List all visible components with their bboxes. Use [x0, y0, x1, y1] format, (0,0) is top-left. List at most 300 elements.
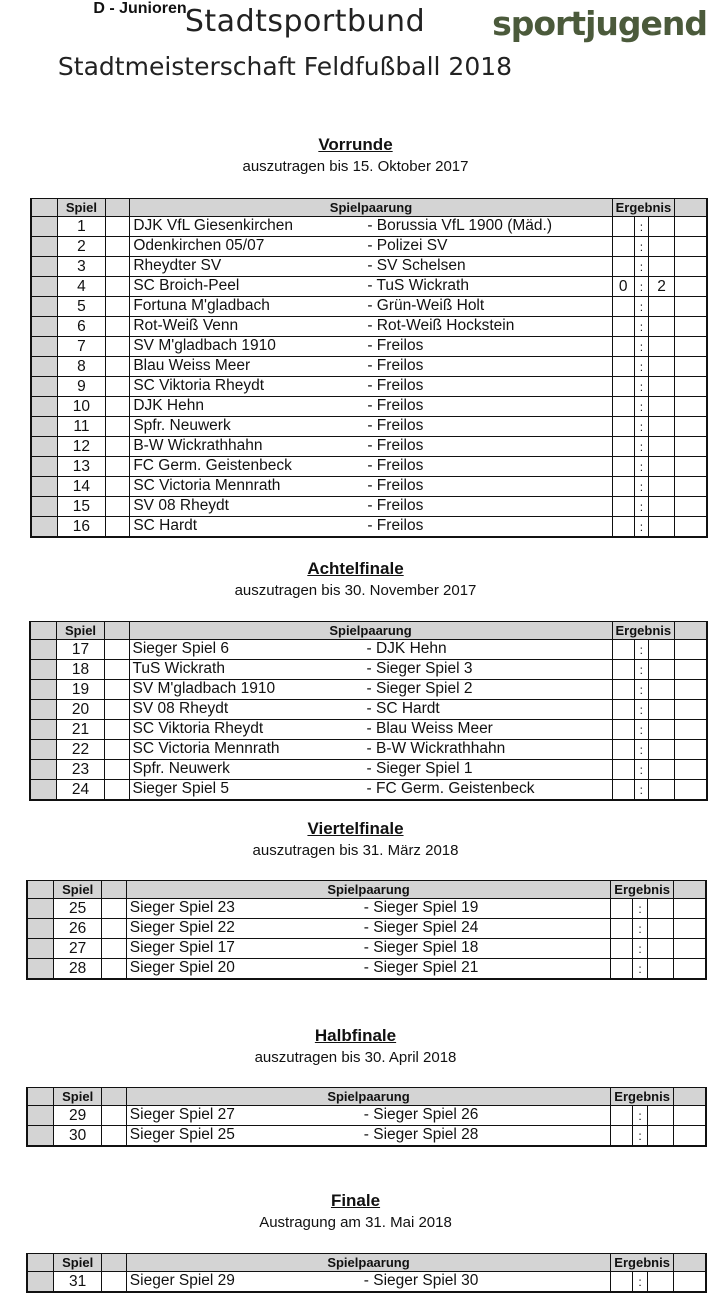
score-separator: : — [634, 517, 648, 538]
score-separator: : — [634, 720, 648, 740]
table-header-row — [31, 199, 707, 217]
row-spacer — [31, 277, 57, 297]
organization-title: Stadtsportbund — [184, 4, 426, 39]
home-team: Odenkirchen 05/07 — [133, 237, 265, 254]
row-spacer — [105, 740, 129, 760]
home-team: Sieger Spiel 5 — [132, 780, 230, 797]
row-spacer — [30, 720, 56, 740]
game-number: 16 — [57, 517, 105, 538]
score-separator: : — [634, 377, 648, 397]
score-separator: : — [634, 237, 648, 257]
home-team: Sieger Spiel 27 — [129, 1106, 235, 1123]
game-number: 12 — [57, 437, 105, 457]
table-row — [31, 277, 707, 297]
table-row — [30, 640, 707, 660]
away-score — [648, 740, 674, 760]
score-separator: : — [633, 919, 647, 939]
row-spacer — [30, 660, 56, 680]
pairing-cell — [130, 237, 612, 257]
away-score — [648, 217, 674, 237]
score-separator: : — [634, 497, 648, 517]
header-spacer — [27, 1254, 53, 1272]
away-team: - Freilos — [367, 477, 424, 494]
game-number: 1 — [57, 217, 105, 237]
home-team: Spfr. Neuwerk — [133, 417, 231, 434]
away-score — [647, 919, 673, 939]
away-team: - B-W Wickrathhahn — [366, 740, 506, 757]
table-row — [31, 497, 707, 517]
home-team: B-W Wickrathhahn — [133, 437, 263, 454]
header-pairing: Spielpaarung — [126, 881, 610, 899]
away-score — [648, 477, 674, 497]
sportjugend-logo: sportjugend — [492, 4, 707, 43]
row-spacer — [674, 899, 706, 919]
away-team: - Freilos — [367, 357, 424, 374]
row-spacer — [674, 1106, 706, 1126]
pairing-cell — [130, 357, 612, 377]
pairing-cell — [129, 740, 612, 760]
row-spacer — [106, 277, 130, 297]
away-team: - FC Germ. Geistenbeck — [366, 780, 535, 797]
home-score — [612, 700, 634, 720]
header-pairing: Spielpaarung — [126, 1254, 610, 1272]
home-score — [612, 417, 634, 437]
row-spacer — [27, 939, 53, 959]
row-spacer — [105, 680, 129, 700]
away-team: - Freilos — [367, 417, 424, 434]
score-separator: : — [634, 297, 648, 317]
home-score — [611, 939, 633, 959]
row-spacer — [105, 640, 129, 660]
home-score — [612, 437, 634, 457]
schedule-table-vorrunde — [30, 198, 708, 538]
row-spacer — [102, 939, 126, 959]
home-team: SV 08 Rheydt — [132, 700, 229, 717]
table-header-row — [30, 622, 707, 640]
home-score — [612, 457, 634, 477]
row-spacer — [31, 417, 57, 437]
pairing-cell — [129, 640, 612, 660]
row-spacer — [30, 680, 56, 700]
away-score — [648, 297, 674, 317]
game-number: 10 — [57, 397, 105, 417]
away-team: - Freilos — [367, 497, 424, 514]
game-number: 7 — [57, 337, 105, 357]
away-team: - Sieger Spiel 21 — [363, 959, 479, 976]
row-spacer — [105, 720, 129, 740]
home-team: SC Victoria Mennrath — [133, 477, 281, 494]
row-spacer — [674, 1272, 706, 1293]
row-spacer — [106, 417, 130, 437]
row-spacer — [675, 760, 707, 780]
pairing-cell — [129, 700, 612, 720]
section-subtitle-finale: Austragung am 31. Mai 2018 — [259, 1214, 452, 1231]
home-score — [612, 740, 634, 760]
header-game: Spiel — [56, 622, 105, 640]
away-score — [648, 517, 674, 538]
table-header-row — [27, 1088, 706, 1106]
row-spacer — [675, 780, 707, 801]
away-team: - Freilos — [367, 517, 424, 534]
row-spacer — [675, 517, 707, 538]
row-spacer — [675, 257, 707, 277]
game-number: 22 — [56, 740, 105, 760]
pairing-cell — [126, 1106, 610, 1126]
score-separator: : — [634, 477, 648, 497]
table-row — [27, 919, 706, 939]
table-row — [27, 959, 706, 980]
row-spacer — [31, 357, 57, 377]
home-team: SC Hardt — [133, 517, 198, 534]
table-row — [30, 780, 707, 801]
pairing-cell — [130, 417, 612, 437]
away-score — [648, 397, 674, 417]
game-number: 29 — [53, 1106, 102, 1126]
score-separator: : — [634, 337, 648, 357]
table-row — [27, 1272, 706, 1293]
row-spacer — [675, 660, 707, 680]
game-number: 28 — [53, 959, 102, 980]
score-separator: : — [633, 1126, 647, 1147]
home-score — [612, 760, 634, 780]
away-team: - Freilos — [367, 437, 424, 454]
away-score — [647, 1106, 673, 1126]
header-game: Spiel — [53, 1254, 102, 1272]
section-title-viertelfinale: Viertelfinale — [307, 819, 404, 838]
home-score — [612, 640, 634, 660]
header-spacer — [674, 1088, 706, 1106]
away-team: - Sieger Spiel 19 — [363, 899, 479, 916]
row-spacer — [102, 1272, 126, 1293]
away-team: - Sieger Spiel 3 — [366, 660, 473, 677]
home-team: SC Viktoria Rheydt — [133, 377, 265, 394]
row-spacer — [30, 780, 56, 801]
away-score — [647, 959, 673, 980]
away-score — [648, 640, 674, 660]
row-spacer — [674, 1126, 706, 1147]
row-spacer — [27, 899, 53, 919]
header-spacer — [106, 199, 130, 217]
home-team: SC Viktoria Rheydt — [132, 720, 264, 737]
score-separator: : — [634, 740, 648, 760]
row-spacer — [675, 437, 707, 457]
home-score — [612, 397, 634, 417]
home-score — [611, 1272, 633, 1293]
row-spacer — [106, 317, 130, 337]
table-row — [31, 357, 707, 377]
away-team: - Rot-Weiß Hockstein — [367, 317, 515, 334]
row-spacer — [675, 720, 707, 740]
game-number: 17 — [56, 640, 105, 660]
away-score — [648, 660, 674, 680]
row-spacer — [106, 297, 130, 317]
home-team: DJK Hehn — [133, 397, 204, 414]
home-team: Sieger Spiel 23 — [129, 899, 235, 916]
row-spacer — [31, 477, 57, 497]
row-spacer — [674, 919, 706, 939]
table-row — [31, 457, 707, 477]
away-team: - DJK Hehn — [366, 640, 447, 657]
row-spacer — [106, 437, 130, 457]
row-spacer — [106, 257, 130, 277]
header-pairing: Spielpaarung — [129, 622, 612, 640]
away-team: - Sieger Spiel 30 — [363, 1272, 479, 1289]
table-row — [31, 217, 707, 237]
home-team: Sieger Spiel 25 — [129, 1126, 235, 1143]
header-spacer — [102, 1088, 126, 1106]
away-score — [647, 1126, 673, 1147]
home-team: Sieger Spiel 20 — [129, 959, 235, 976]
score-separator: : — [633, 1272, 647, 1293]
row-spacer — [675, 497, 707, 517]
table-row — [31, 397, 707, 417]
row-spacer — [105, 700, 129, 720]
pairing-cell — [130, 397, 612, 417]
row-spacer — [675, 640, 707, 660]
away-team: - Freilos — [367, 377, 424, 394]
score-separator: : — [633, 959, 647, 980]
row-spacer — [675, 740, 707, 760]
game-number: 26 — [53, 919, 102, 939]
score-separator: : — [634, 680, 648, 700]
pairing-cell — [130, 477, 612, 497]
away-score — [648, 700, 674, 720]
header-spacer — [675, 199, 707, 217]
row-spacer — [102, 1106, 126, 1126]
home-score — [611, 959, 633, 980]
row-spacer — [31, 237, 57, 257]
row-spacer — [27, 1126, 53, 1147]
header-spacer — [102, 881, 126, 899]
home-score — [611, 899, 633, 919]
row-spacer — [106, 477, 130, 497]
header-spacer — [31, 199, 57, 217]
row-spacer — [675, 237, 707, 257]
row-spacer — [675, 397, 707, 417]
schedule-table-halbfinale — [26, 1087, 707, 1147]
section-title-achtelfinale: Achtelfinale — [307, 559, 404, 578]
home-score — [612, 517, 634, 538]
game-number: 30 — [53, 1126, 102, 1147]
table-header-row — [27, 881, 706, 899]
away-score — [648, 780, 674, 801]
table-row — [27, 1126, 706, 1147]
home-score — [612, 257, 634, 277]
section-subtitle-halbfinale: auszutragen bis 30. April 2018 — [254, 1049, 457, 1066]
away-team: - Freilos — [367, 397, 424, 414]
row-spacer — [675, 457, 707, 477]
header-spacer — [102, 1254, 126, 1272]
home-team: SC Victoria Mennrath — [132, 740, 280, 757]
away-score — [647, 899, 673, 919]
game-number: 14 — [57, 477, 105, 497]
game-number: 21 — [56, 720, 105, 740]
away-score — [648, 257, 674, 277]
home-team: DJK VfL Giesenkirchen — [133, 217, 294, 234]
pairing-cell — [126, 1272, 610, 1293]
table-row — [31, 437, 707, 457]
table-row — [27, 899, 706, 919]
away-team: - Polizei SV — [367, 237, 448, 254]
home-score — [612, 317, 634, 337]
row-spacer — [31, 257, 57, 277]
away-team: - TuS Wickrath — [367, 277, 469, 294]
section-subtitle-vorrunde: auszutragen bis 15. Oktober 2017 — [242, 158, 469, 175]
section-title-vorrunde: Vorrunde — [318, 135, 393, 154]
section-title-halbfinale: Halbfinale — [314, 1026, 397, 1045]
row-spacer — [106, 517, 130, 538]
game-number: 23 — [56, 760, 105, 780]
table-row — [31, 337, 707, 357]
home-score — [612, 780, 634, 801]
score-separator: : — [634, 640, 648, 660]
header-pairing: Spielpaarung — [126, 1088, 610, 1106]
row-spacer — [106, 237, 130, 257]
game-number: 5 — [57, 297, 105, 317]
championship-title: Stadtmeisterschaft Feldfußball 2018 — [57, 52, 513, 81]
table-row — [30, 740, 707, 760]
row-spacer — [105, 780, 129, 801]
score-separator: : — [634, 780, 648, 801]
score-separator: : — [634, 217, 648, 237]
pairing-cell — [129, 760, 612, 780]
table-row — [31, 517, 707, 538]
home-team: Sieger Spiel 29 — [129, 1272, 235, 1289]
table-row — [31, 417, 707, 437]
row-spacer — [30, 640, 56, 660]
score-separator: : — [634, 357, 648, 377]
away-score — [648, 497, 674, 517]
home-team: Fortuna M'gladbach — [133, 297, 270, 314]
score-separator: : — [634, 317, 648, 337]
row-spacer — [106, 337, 130, 357]
pairing-cell — [130, 277, 612, 297]
header-pairing: Spielpaarung — [130, 199, 612, 217]
home-team: Rot-Weiß Venn — [133, 317, 239, 334]
away-score — [648, 377, 674, 397]
game-number: 25 — [53, 899, 102, 919]
pairing-cell — [130, 317, 612, 337]
table-row — [31, 477, 707, 497]
section-title-finale: Finale — [330, 1191, 381, 1210]
row-spacer — [106, 357, 130, 377]
away-team: - Blau Weiss Meer — [366, 720, 493, 737]
home-score — [611, 1106, 633, 1126]
home-score — [611, 1126, 633, 1147]
header-spacer — [674, 881, 706, 899]
home-score — [612, 680, 634, 700]
score-separator: : — [634, 397, 648, 417]
row-spacer — [31, 337, 57, 357]
row-spacer — [675, 317, 707, 337]
away-team: - SC Hardt — [366, 700, 440, 717]
pairing-cell — [130, 257, 612, 277]
row-spacer — [106, 377, 130, 397]
row-spacer — [102, 959, 126, 980]
home-team: Sieger Spiel 6 — [132, 640, 230, 657]
row-spacer — [31, 437, 57, 457]
row-spacer — [31, 497, 57, 517]
score-separator: : — [634, 760, 648, 780]
row-spacer — [30, 740, 56, 760]
header-spacer — [675, 622, 707, 640]
home-team: SV 08 Rheydt — [133, 497, 229, 514]
row-spacer — [675, 217, 707, 237]
score-separator: : — [634, 257, 648, 277]
row-spacer — [102, 1126, 126, 1147]
game-number: 3 — [57, 257, 105, 277]
away-team: - Freilos — [367, 337, 424, 354]
header-game: Spiel — [57, 199, 105, 217]
table-row — [27, 1106, 706, 1126]
away-team: - Borussia VfL 1900 (Mäd.) — [367, 217, 552, 234]
score-separator: : — [634, 660, 648, 680]
away-score — [648, 457, 674, 477]
home-team: SV M'gladbach 1910 — [133, 337, 276, 354]
row-spacer — [31, 377, 57, 397]
pairing-cell — [129, 680, 612, 700]
table-row — [30, 680, 707, 700]
game-number: 20 — [56, 700, 105, 720]
game-number: 19 — [56, 680, 105, 700]
row-spacer — [675, 680, 707, 700]
row-spacer — [31, 397, 57, 417]
away-score — [648, 357, 674, 377]
header-spacer — [674, 1254, 706, 1272]
away-team: - Freilos — [367, 457, 424, 474]
game-number: 9 — [57, 377, 105, 397]
home-score — [612, 660, 634, 680]
table-row — [31, 317, 707, 337]
game-number: 15 — [57, 497, 105, 517]
row-spacer — [675, 417, 707, 437]
home-team: Blau Weiss Meer — [133, 357, 251, 374]
home-team: TuS Wickrath — [132, 660, 225, 677]
score-separator: : — [634, 417, 648, 437]
table-row — [30, 700, 707, 720]
header-spacer — [105, 622, 129, 640]
row-spacer — [27, 1272, 53, 1293]
home-team: Spfr. Neuwerk — [132, 760, 230, 777]
home-team: FC Germ. Geistenbeck — [133, 457, 292, 474]
pairing-cell — [130, 337, 612, 357]
home-score — [612, 377, 634, 397]
away-score — [648, 760, 674, 780]
row-spacer — [675, 477, 707, 497]
row-spacer — [675, 277, 707, 297]
score-separator: : — [634, 457, 648, 477]
away-score — [648, 417, 674, 437]
game-number: 31 — [53, 1272, 102, 1293]
pairing-cell — [130, 437, 612, 457]
row-spacer — [31, 517, 57, 538]
game-number: 18 — [56, 660, 105, 680]
row-spacer — [31, 457, 57, 477]
pairing-cell — [129, 660, 612, 680]
home-score — [612, 720, 634, 740]
score-separator: : — [634, 437, 648, 457]
home-score — [612, 477, 634, 497]
home-score — [612, 297, 634, 317]
pairing-cell — [126, 899, 610, 919]
row-spacer — [675, 297, 707, 317]
table-header-row — [27, 1254, 706, 1272]
row-spacer — [31, 297, 57, 317]
home-team: Rheydter SV — [133, 257, 222, 274]
row-spacer — [30, 760, 56, 780]
away-team: - SV Schelsen — [367, 257, 466, 274]
score-separator: : — [633, 939, 647, 959]
